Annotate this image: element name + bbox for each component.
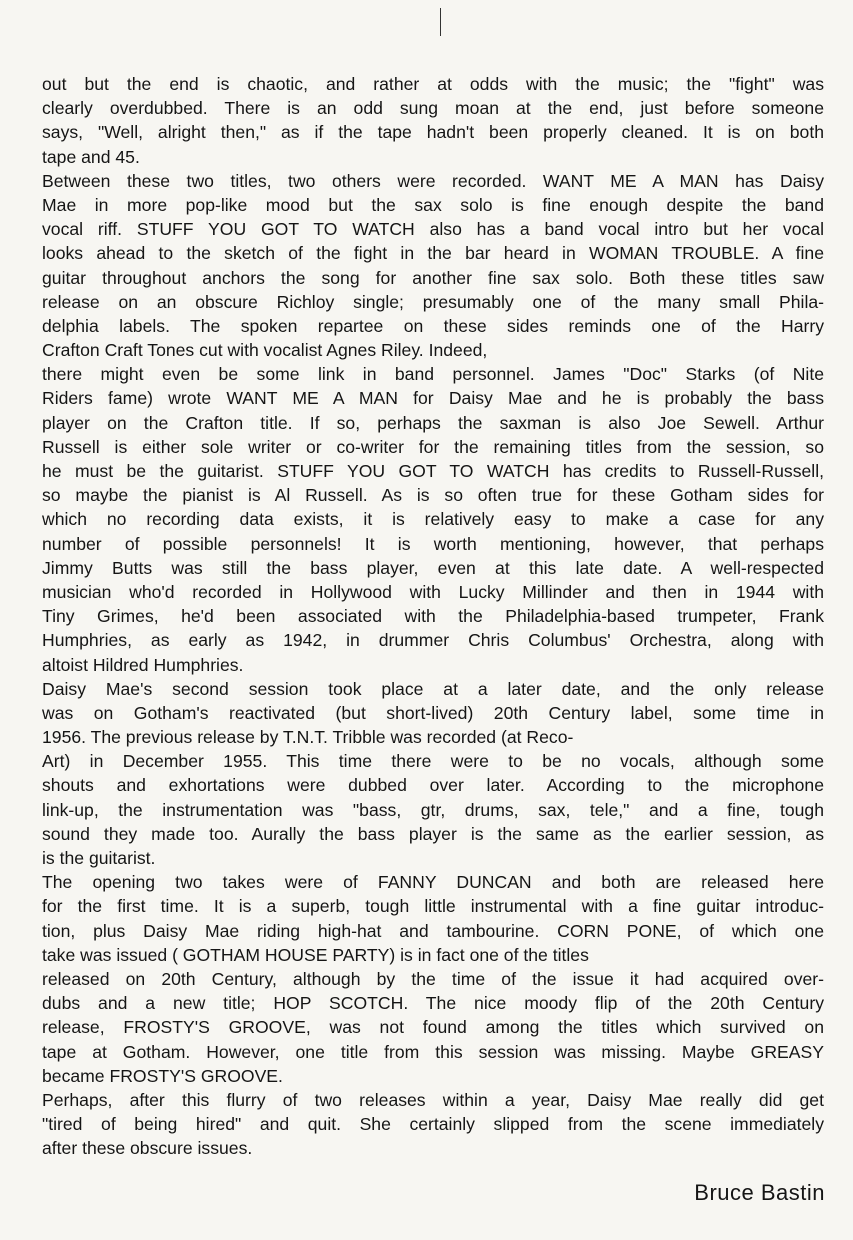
text-line: he must be the guitarist. STUFF YOU GOT TO WATCH has credits to Russell-Russell, (42, 461, 824, 481)
text-line: for the first time. It is a superb, tough little instrumental with a fine guitar introduc- (42, 896, 824, 917)
text-line: guitar throughout anchors the song for another fine sax solo. Both these titles saw (42, 267, 824, 288)
text-line: Perhaps, after this flurry of two releases within a year, Daisy Mae really did get (42, 1089, 824, 1110)
text-line: Crafton Craft Tones cut with vocalist Agnes Riley. Indeed, (42, 340, 488, 361)
text-line: link-up, the instrumentation was "bass, gtr, drums, sax, tele," and a fine, tough (42, 799, 824, 820)
text-line: says, "Well, alright then," as if the tape hadn't been properly cleaned. It is on both (42, 122, 824, 143)
article-body (42, 72, 824, 1160)
text-line: musician who'd recorded in Hollywood with Lucky Millinder and then in 1944 with (42, 581, 824, 602)
text-line: vocal riff. STUFF YOU GOT TO WATCH also has a band vocal intro but her vocal (42, 219, 824, 240)
text-line: tape at Gotham. However, one title from this session was missing. Maybe GREASY (42, 1041, 824, 1062)
text-line: 1956. The previous release by T.N.T. Tribble was recorded (at Reco- (42, 727, 574, 748)
text-line: released on 20th Century, although by the time of the issue it had acquired over- (42, 968, 824, 989)
text-line: player on the Crafton title. If so, perhaps the saxman is also Joe Sewell. Arthur (42, 412, 824, 433)
text-line: number of possible personnels! It is worth mentioning, however, that perhaps (42, 533, 824, 554)
text-line: shouts and exhortations were dubbed over later. According to the microphone (42, 775, 824, 796)
text-line: Between these two titles, two others were recorded. WANT ME A MAN has Daisy (42, 170, 824, 191)
text-line: Russell is either sole writer or co-writer for the remaining titles from the session, so (42, 436, 824, 457)
text-line: Riders fame) wrote WANT ME A MAN for Daisy Mae and he is probably the bass (42, 388, 824, 409)
text-line: Art) in December 1955. This time there were to be no vocals, although some (42, 751, 824, 772)
text-line: which no recording data exists, it is relatively easy to make a case for any (42, 509, 824, 530)
text-line: there might even be some link in band personnel. James "Doc" Starks (of Nite (42, 364, 824, 385)
text-line: "tired of being hired" and quit. She certainly slipped from the scene immediately (42, 1114, 824, 1135)
text-line: was on Gotham's reactivated (but short-lived) 20th Century label, some time in (42, 702, 824, 723)
text-line: Tiny Grimes, he'd been associated with the Philadelphia-based trumpeter, Frank (42, 606, 824, 627)
text-line: sound they made too. Aurally the bass player is the same as the earlier session, as (42, 823, 824, 844)
top-margin-mark (440, 8, 441, 36)
text-line: is the guitarist. (42, 848, 156, 868)
text-line: release on an obscure Richloy single; presumably one of the many small Phila- (42, 291, 824, 312)
author-signature: Bruce Bastin (694, 1180, 825, 1205)
text-line: Humphries, as early as 1942, in drummer Chris Columbus' Orchestra, along with (42, 630, 824, 651)
text-line: became FROSTY'S GROOVE. (42, 1065, 283, 1086)
text-line: dubs and a new title; HOP SCOTCH. The nice moody flip of the 20th Century (42, 993, 824, 1014)
text-line: Mae in more pop-like mood but the sax solo is fine enough despite the band (42, 194, 824, 215)
text-line: tion, plus Daisy Mae riding high-hat and tambourine. CORN PONE, of which one (42, 920, 824, 941)
text-line: The opening two takes were of FANNY DUNCAN and both are released here (42, 872, 824, 893)
text-line: altoist Hildred Humphries. (42, 654, 244, 675)
text-line: delphia labels. The spoken repartee on these sides reminds one of the Harry (42, 315, 824, 336)
text-line: take was issued ( GOTHAM HOUSE PARTY) is in fact one of the titles (42, 944, 589, 965)
text-line: tape and 45. (42, 146, 140, 167)
text-line: out but the end is chaotic, and rather at odds with the music; the "fight" was (42, 74, 824, 94)
text-line: Daisy Mae's second session took place at a later date, and the only release (42, 678, 824, 699)
text-line: so maybe the pianist is Al Russell. As is so often true for these Gotham sides for (42, 485, 824, 506)
text-line: after these obscure issues. (42, 1138, 253, 1159)
text-line: looks ahead to the sketch of the fight in the bar heard in WOMAN TROUBLE. A fine (42, 243, 824, 264)
text-line: Jimmy Butts was still the bass player, even at this late date. A well-respected (42, 557, 824, 578)
text-line: clearly overdubbed. There is an odd sung moan at the end, just before someone (42, 98, 824, 119)
text-line: release, FROSTY'S GROOVE, was not found among the titles which survived on (42, 1017, 824, 1038)
